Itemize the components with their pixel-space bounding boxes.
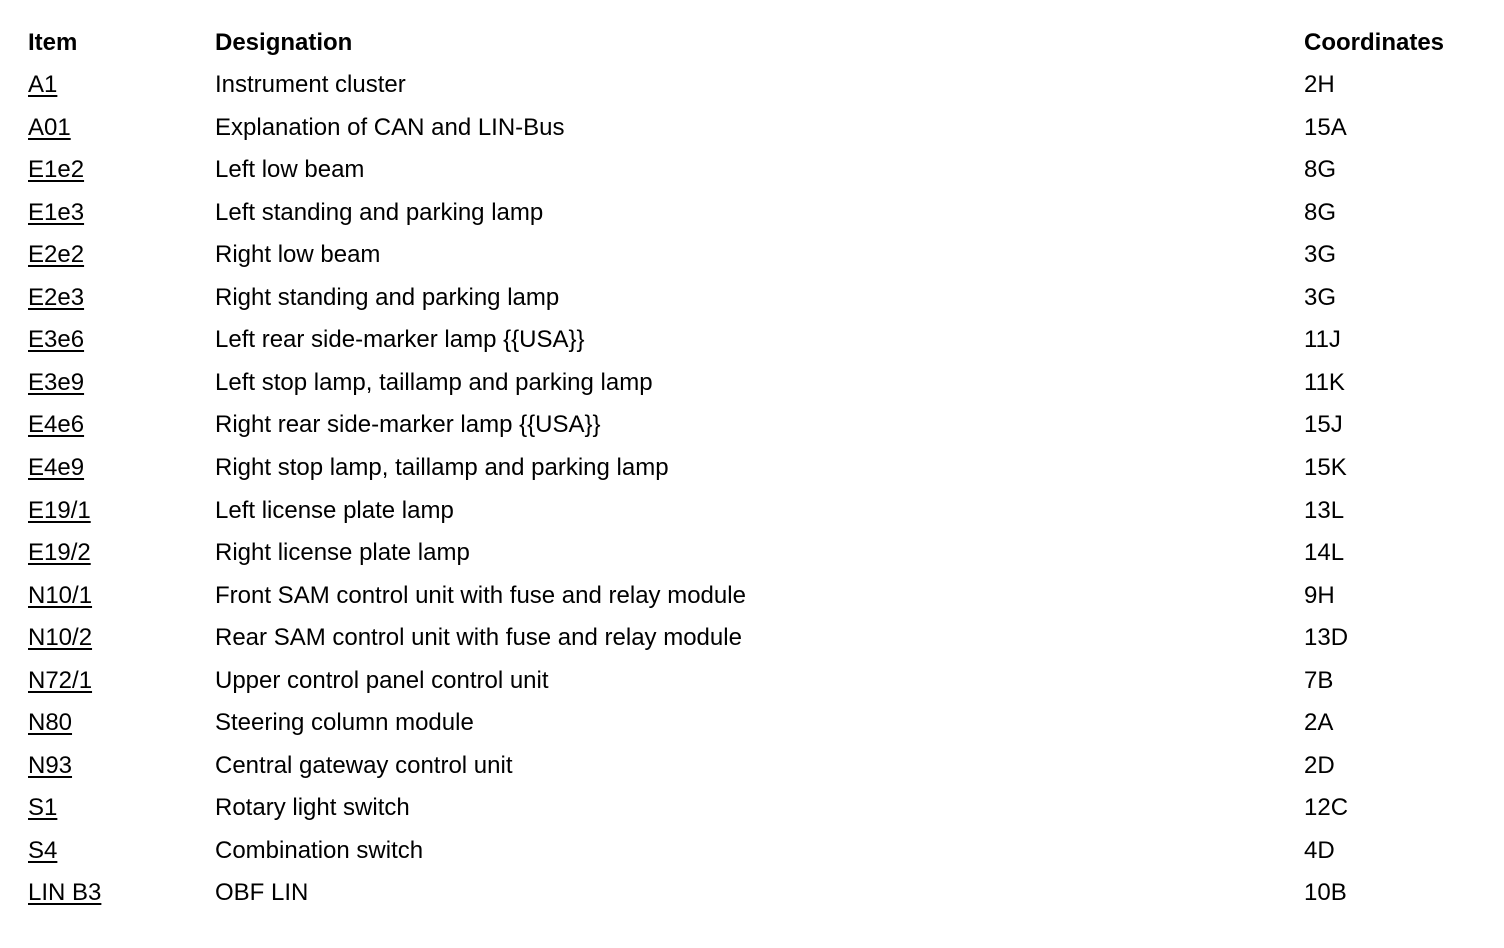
designation-cell: Rear SAM control unit with fuse and relay module (215, 624, 742, 652)
item-link[interactable]: E1e2 (28, 156, 85, 184)
coordinates-cell: 7B (1304, 666, 1334, 694)
item-link[interactable]: E1e3 (28, 198, 85, 226)
designation-cell: Combination switch (215, 836, 424, 864)
designation-cell: Right low beam (215, 241, 381, 269)
designation-cell: Front SAM control unit with fuse and relay module (215, 581, 746, 609)
item-link[interactable]: E4e6 (28, 411, 85, 439)
designation-cell: Explanation of CAN and LIN-Bus (215, 113, 565, 141)
table-row (0, 582, 1504, 624)
designation-cell: Central gateway control unit (215, 751, 513, 779)
coordinates-cell: 15K (1304, 453, 1347, 481)
designation-cell: Rotary light switch (215, 794, 410, 822)
header-coordinates: Coordinates (1304, 29, 1445, 56)
coordinates-cell: 3G (1304, 283, 1337, 311)
table-row (0, 497, 1504, 539)
table-row (0, 284, 1504, 326)
item-link[interactable]: S1 (28, 794, 58, 822)
designation-cell: Right rear side-marker lamp {{USA}} (215, 411, 601, 439)
coordinates-cell: 11K (1304, 368, 1345, 396)
item-link[interactable]: A1 (28, 71, 58, 98)
coordinates-cell: 2A (1304, 709, 1334, 737)
table-header (0, 29, 1504, 71)
table-row (0, 794, 1504, 836)
table-row (0, 411, 1504, 453)
designation-cell: Left license plate lamp (215, 496, 454, 524)
table-row (0, 667, 1504, 709)
table-row (0, 71, 1504, 113)
coordinates-cell: 13D (1304, 624, 1349, 652)
designation-cell: Left low beam (215, 156, 365, 184)
coordinates-cell: 2H (1304, 71, 1335, 98)
item-link[interactable]: E4e9 (28, 453, 85, 481)
item-link[interactable]: N93 (28, 751, 73, 779)
coordinates-cell: 15J (1304, 411, 1343, 439)
item-link[interactable]: N10/2 (28, 624, 93, 652)
item-link[interactable]: S4 (28, 836, 58, 864)
table-row (0, 114, 1504, 156)
coordinates-cell: 8G (1304, 198, 1337, 226)
table-row (0, 199, 1504, 241)
table-row (0, 624, 1504, 666)
table-row (0, 709, 1504, 751)
item-link[interactable]: E19/1 (28, 496, 91, 524)
table-row (0, 539, 1504, 581)
header-designation: Designation (215, 29, 353, 56)
table-row (0, 879, 1504, 921)
coordinates-cell: 15A (1304, 113, 1347, 141)
coordinates-cell: 12C (1304, 794, 1349, 822)
table-row (0, 752, 1504, 794)
designation-cell: Left stop lamp, taillamp and parking lamp (215, 368, 653, 396)
coordinates-cell: 4D (1304, 836, 1335, 864)
designation-cell: Instrument cluster (215, 71, 406, 98)
coordinates-cell: 3G (1304, 241, 1337, 269)
designation-cell: Right standing and parking lamp (215, 283, 560, 311)
table-row (0, 156, 1504, 198)
item-link[interactable]: A01 (28, 113, 71, 141)
item-link[interactable]: LIN B3 (28, 879, 102, 907)
coordinates-cell: 2D (1304, 751, 1335, 779)
coordinates-cell: 10B (1304, 879, 1347, 907)
table-row (0, 369, 1504, 411)
designation-cell: Upper control panel control unit (215, 666, 549, 694)
designation-cell: OBF LIN (215, 879, 309, 907)
designation-cell: Left rear side-marker lamp {{USA}} (215, 326, 585, 354)
item-link[interactable]: N10/1 (28, 581, 93, 609)
table-row (0, 241, 1504, 283)
item-link[interactable]: E3e9 (28, 368, 85, 396)
designation-cell: Right stop lamp, taillamp and parking lamp (215, 453, 669, 481)
table-row (0, 837, 1504, 879)
item-link[interactable]: N80 (28, 709, 73, 737)
item-link[interactable]: E2e3 (28, 283, 85, 311)
item-link[interactable]: N72/1 (28, 666, 93, 694)
table-row (0, 454, 1504, 496)
designation-cell: Right license plate lamp (215, 539, 470, 567)
coordinates-cell: 13L (1304, 496, 1345, 524)
coordinates-cell: 14L (1304, 539, 1345, 567)
coordinates-cell: 11J (1304, 326, 1341, 354)
coordinates-cell: 9H (1304, 581, 1335, 609)
item-link[interactable]: E3e6 (28, 326, 85, 354)
header-item: Item (28, 29, 78, 56)
designation-cell: Steering column module (215, 709, 474, 737)
coordinates-cell: 8G (1304, 156, 1337, 184)
item-link[interactable]: E2e2 (28, 241, 85, 269)
designation-cell: Left standing and parking lamp (215, 198, 544, 226)
item-link[interactable]: E19/2 (28, 539, 91, 567)
table-row (0, 326, 1504, 368)
